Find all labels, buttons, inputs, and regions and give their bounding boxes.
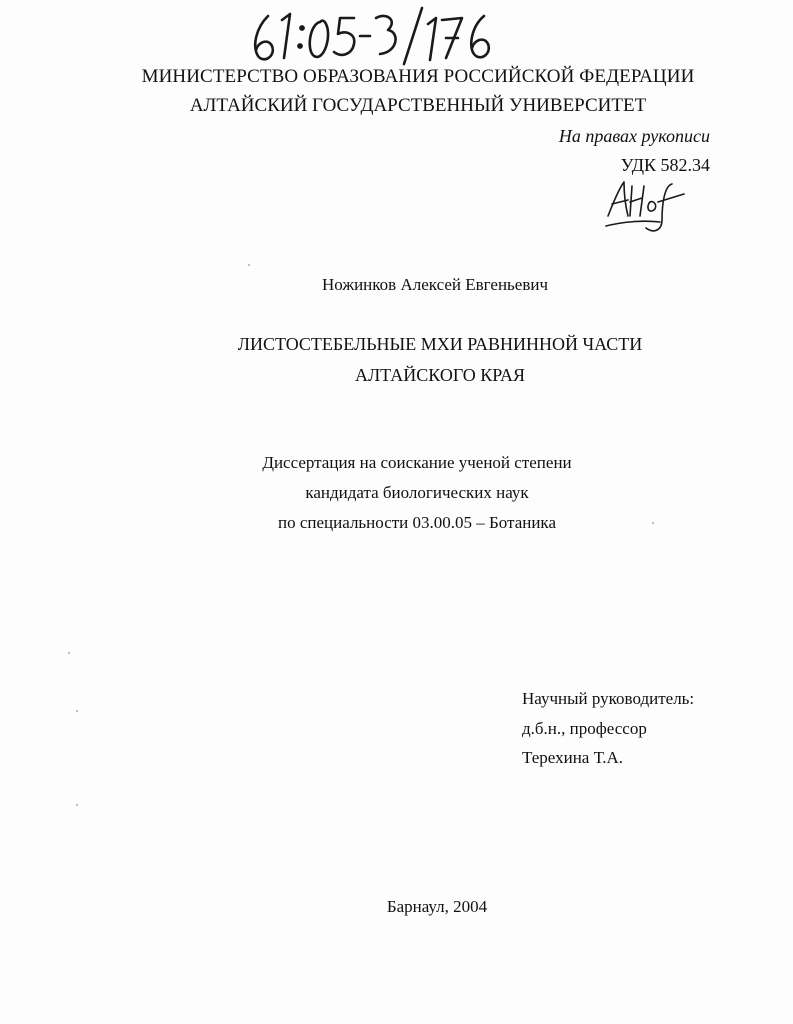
scan-speck <box>248 264 250 266</box>
scan-speck <box>68 652 70 654</box>
scan-speck <box>76 710 78 712</box>
handwritten-archive-number <box>246 6 506 66</box>
manuscript-rights-note: На правах рукописи <box>558 126 710 146</box>
university-heading: АЛТАЙСКИЙ ГОСУДАРСТВЕННЫЙ УНИВЕРСИТЕТ <box>189 95 647 116</box>
udk-code: УДК 582.34 <box>620 155 710 175</box>
scan-speck <box>652 522 654 524</box>
degree-line-3: по специальности 03.00.05 – Ботаника <box>278 513 556 532</box>
dissertation-title-line-2: АЛТАЙСКОГО КРАЯ <box>354 365 526 385</box>
supervisor-name: Терехина Т.А. <box>522 748 624 767</box>
degree-line-1: Диссертация на соискание ученой степени <box>262 453 572 472</box>
supervisor-degree: д.б.н., профессор <box>522 719 647 738</box>
city-and-year: Барнаул, 2004 <box>386 897 488 916</box>
supervisor-label: Научный руководитель: <box>522 689 695 708</box>
author-name: Ножинков Алексей Евгеньевич <box>321 275 549 294</box>
scan-speck <box>76 804 78 806</box>
ministry-heading: МИНИСТЕРСТВО ОБРАЗОВАНИЯ РОССИЙСКОЙ ФЕДЕРАЦИИ <box>141 66 695 87</box>
dissertation-title-line-1: ЛИСТОСТЕБЕЛЬНЫЕ МХИ РАВНИННОЙ ЧАСТИ <box>237 334 643 354</box>
signature-image <box>602 176 688 236</box>
degree-line-2: кандидата биологических наук <box>305 483 529 502</box>
